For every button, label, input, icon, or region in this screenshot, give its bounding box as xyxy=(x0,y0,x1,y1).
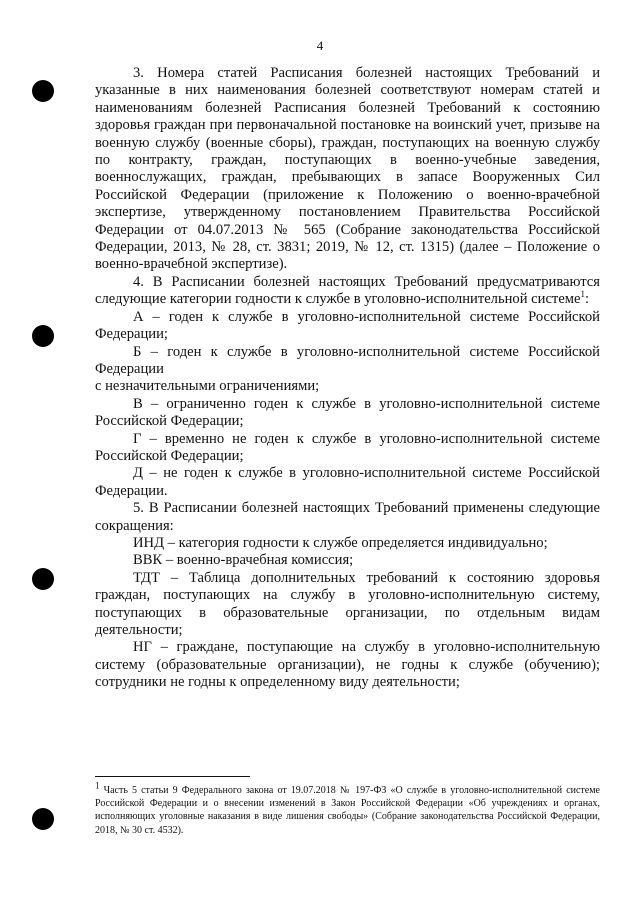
footnote xyxy=(95,780,600,837)
paragraph-4-text: 4. В Расписании болезней настоящих Требований предусматриваются следующие категории годности к службе в уголовно-исполнительной системе xyxy=(95,273,600,308)
paragraph-3: 3. Номера статей Расписания болезней настоящих Требований и указанные в них наименования болезней соответствуют номерам статей и наименованиям болезней Расписания болезней Требований к состоянию здоровья граждан при первоначальной постановке на воинский учет, призыве на военную службу (военные сборы), граждан, поступающих на военную службу по контракту, граждан, поступающих в военно-учебные заведения, военнослужащих, граждан, пребывающих в запасе Вооруженных Сил Российской Федерации (приложение к Положению о военно-врачебной экспертизе, утвержденному постановлением Правительства Российской Федерации от 04.07.2013 № 565 (Собрание законодательства Российской Федерации, 2013, № 28, ст. 3831; 2019, № 12, ст. 1315) (далее – Положение о военно-врачебной экспертизе). xyxy=(95,65,600,273)
binder-hole-1 xyxy=(32,80,54,102)
footnote-reference[interactable]: 1 xyxy=(580,289,586,300)
document-body xyxy=(95,65,600,692)
abbreviation-tdt: ТДТ – Таблица дополнительных требований к состоянию здоровья граждан, поступающих на службу в уголовно-исполнительную систему, поступающих в образовательные организации, по отдельным видам деятельности; xyxy=(95,569,600,638)
paragraph-5: 5. В Расписании болезней настоящих Требований применены следующие сокращения: xyxy=(95,500,600,534)
category-b-continuation: с незначительными ограничениями; xyxy=(95,378,320,395)
abbreviation-vvk: ВВК – военно-врачебная комиссия; xyxy=(133,552,354,569)
category-g: Г – временно не годен к службе в уголовно-исполнительной системе Российской Федерации; xyxy=(95,430,600,464)
footnote-separator xyxy=(95,776,250,777)
binder-hole-4 xyxy=(32,808,54,830)
page-number: 4 xyxy=(316,38,324,53)
binder-hole-2 xyxy=(32,325,54,347)
category-d: Д – не годен к службе в уголовно-исполнительной системе Российской Федерации. xyxy=(95,465,600,499)
category-b: Б – годен к службе в уголовно-исполнительной системе Российской Федерации xyxy=(95,343,600,377)
paragraph-4-colon: : xyxy=(585,291,590,308)
binder-hole-3 xyxy=(32,568,54,590)
category-v: В – ограниченно годен к службе в уголовно-исполнительной системе Российской Федерации; xyxy=(95,395,600,430)
category-a: А – годен к службе в уголовно-исполнительной системе Российской Федерации; xyxy=(95,308,600,343)
footnote-mark: 1 xyxy=(95,780,100,791)
paragraph-4 xyxy=(95,274,600,309)
footnote-text: Часть 5 статьи 9 Федерального закона от 19.07.2018 № 197-ФЗ «О службе в уголовно-исполнительной системе Российской Федерации и о внесении изменений в Закон Российской Федерации «Об учреждениях и органах, исполняющих уголовные наказания в виде лишения свободы» (Собрание законодательства Российской Федерации, 2018, № 30 ст. 4532). xyxy=(95,785,600,836)
abbreviation-ind: ИНД – категория годности к службе определяется индивидуально; xyxy=(133,534,548,551)
abbreviation-ng: НГ – граждане, поступающие на службу в уголовно-исполнительную систему (образовательные организации), не годны к службе (обучению); сотрудники не годны к определенному виду деятельности; xyxy=(95,639,600,691)
